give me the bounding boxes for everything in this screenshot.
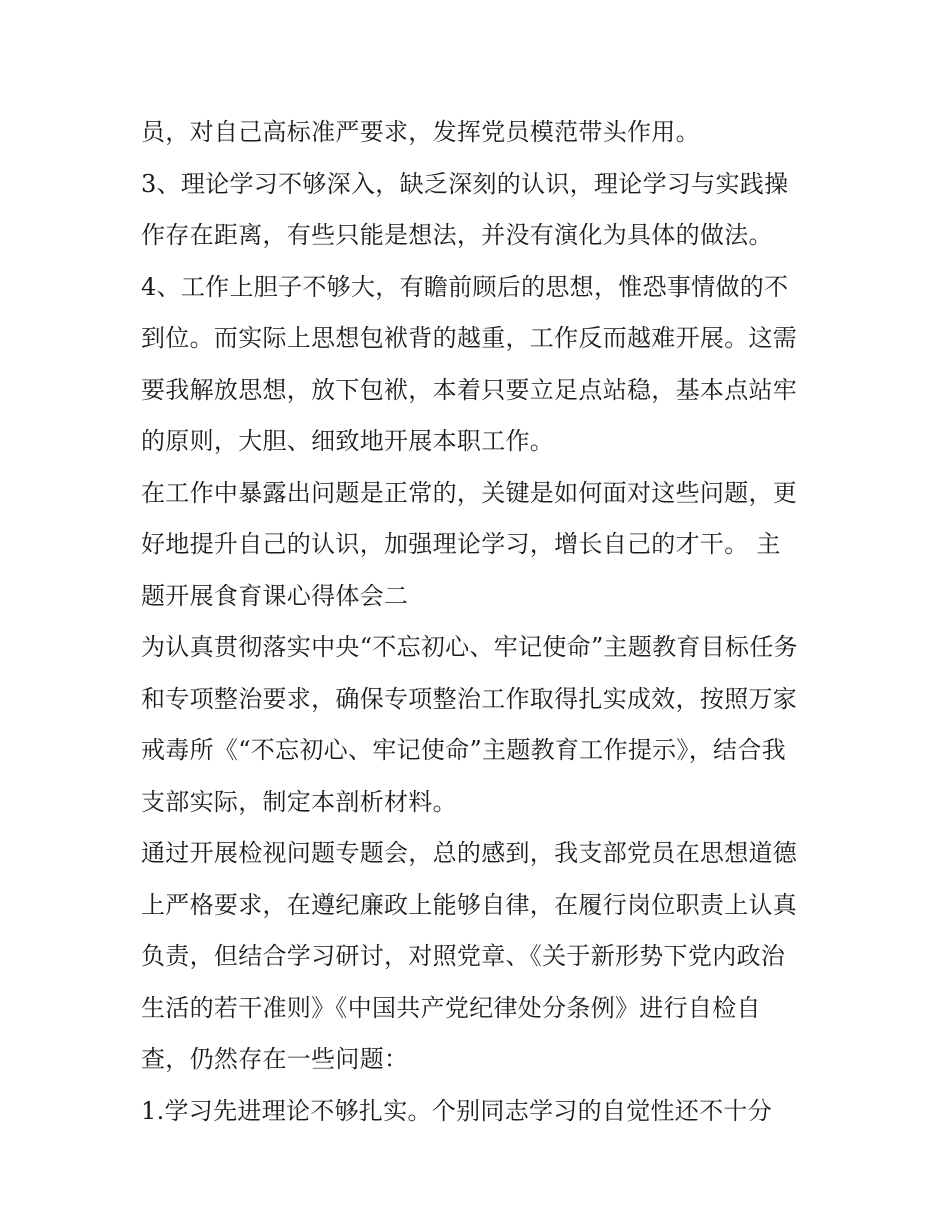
text-line: 到位。而实际上思想包袱背的越重，工作反而越难开展。这需	[141, 324, 798, 352]
text-line: 要我解放思想，放下包袱，本着只要立足点站稳，基本点站牢	[141, 375, 798, 404]
text-line: 1.学习先进理论不够扎实。个别同志学习的自觉性还不十分	[141, 1096, 772, 1125]
text-line: 好地提升自己的认识，加强理论学习，增长自己的才干。 主	[141, 530, 781, 558]
text-line: 支部实际，制定本剖析材料。	[141, 787, 457, 816]
text-line: 为认真贯彻落实中央“不忘初心、牢记使命”主题教育目标任务	[141, 633, 798, 661]
text-line: 的原则，大胆、细致地开展本职工作。	[141, 427, 555, 455]
text-line: 在工作中暴露出问题是正常的，关键是如何面对这些问题，更	[141, 478, 798, 507]
section-title: 题开展食育课心得体会二	[141, 581, 409, 610]
text-line: 上严格要求，在遵纪廉政上能够自律，在履行岗位职责上认真	[141, 890, 798, 919]
text-line: 4、工作上胆子不够大，有瞻前顾后的思想，惟恐事情做的不	[141, 272, 789, 301]
text-line: 负责，但结合学习研讨，对照党章、《关于新形势下党内政治	[141, 942, 786, 970]
text-line: 3、理论学习不够深入，缺乏深刻的认识，理论学习与实践操	[141, 169, 789, 198]
document-body	[141, 107, 821, 1137]
text-line: 员，对自己高标准严要求，发挥党员模范带头作用。	[141, 118, 700, 146]
text-line: 生活的若干准则》《中国共产党纪律处分条例》进行自检自	[141, 993, 761, 1022]
text-line: 戒毒所《“不忘初心、牢记使命”主题教育工作提示》，结合我	[141, 736, 786, 764]
text-line: 和专项整治要求，确保专项整治工作取得扎实成效，按照万家	[141, 684, 798, 713]
text-line: 通过开展检视问题专题会，总的感到，我支部党员在思想道德	[141, 839, 798, 867]
text-line: 作存在距离，有些只能是想法，并没有演化为具体的做法。	[141, 221, 773, 249]
text-line: 查，仍然存在一些问题：	[141, 1045, 409, 1073]
